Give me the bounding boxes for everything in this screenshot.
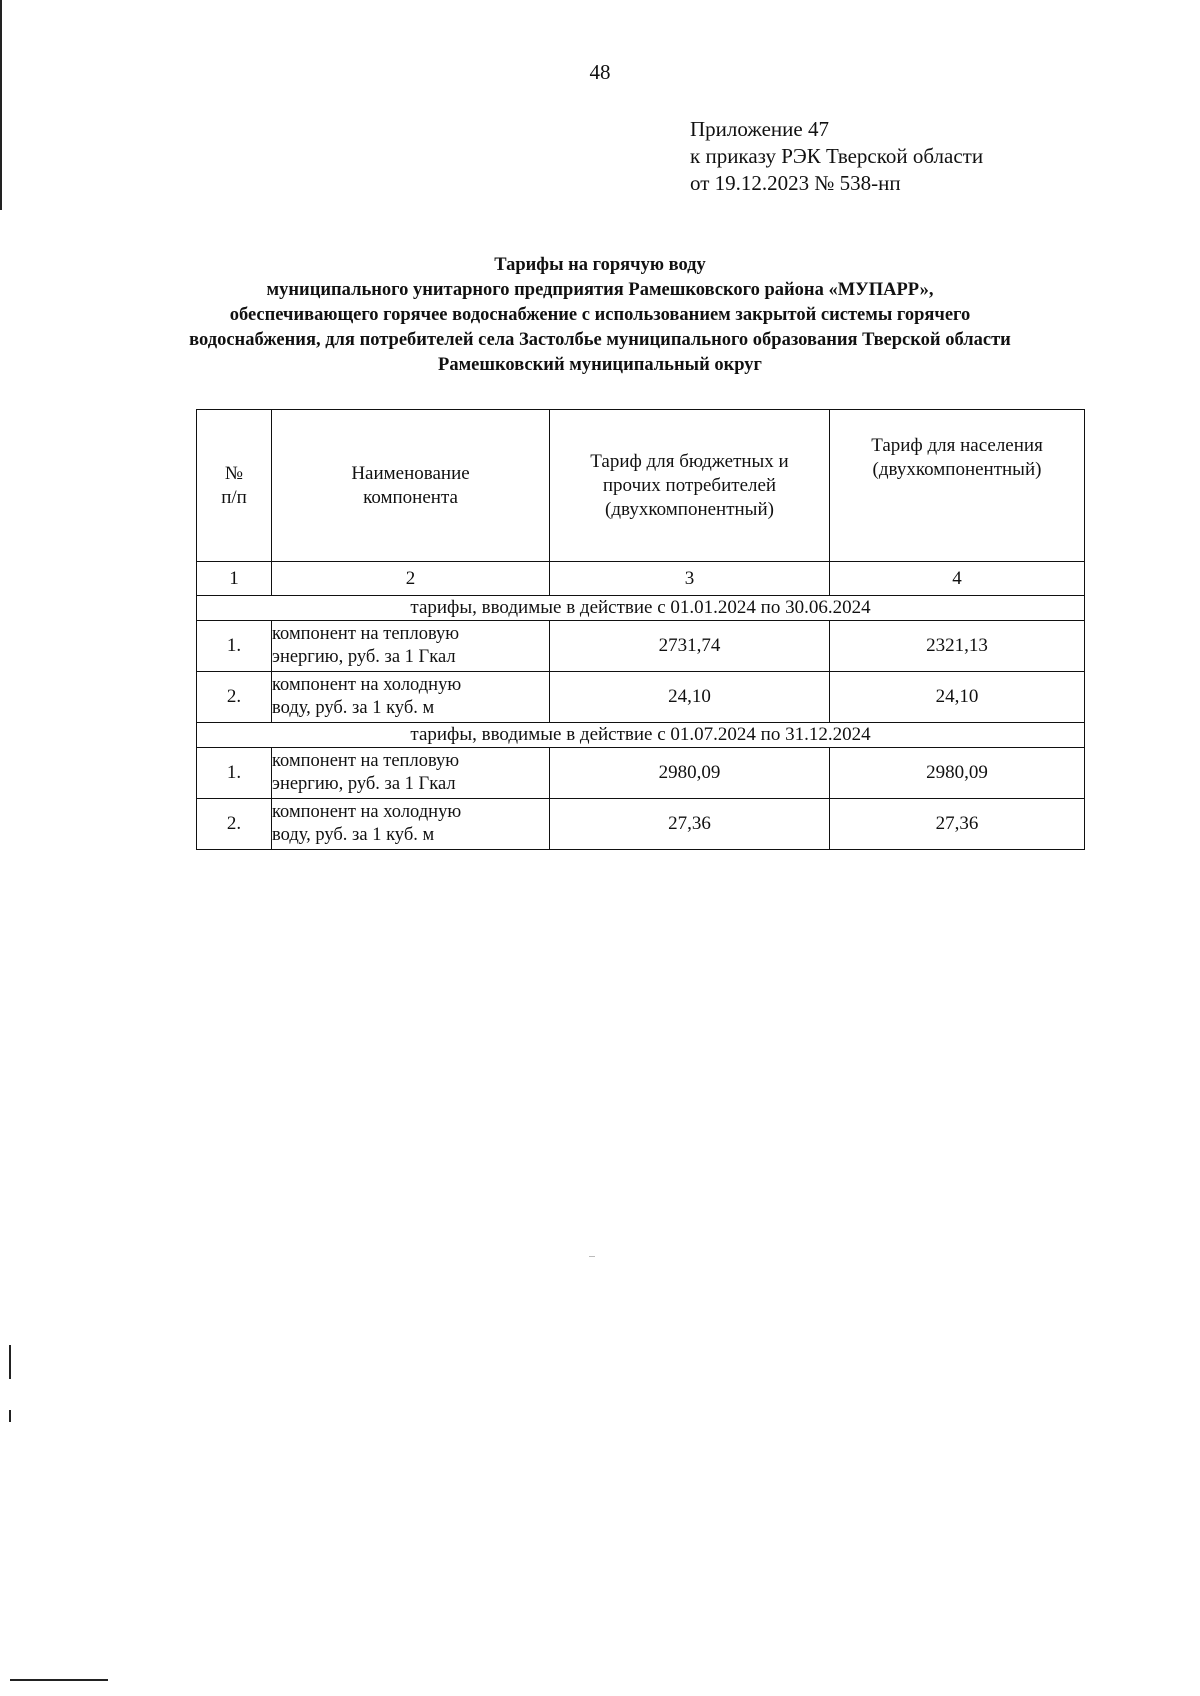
scan-speck — [589, 1256, 595, 1257]
appendix-line-3: от 19.12.2023 № 538-нп — [690, 171, 901, 195]
component-name — [272, 799, 550, 850]
tariff-table — [196, 409, 1085, 850]
header-budget-line: прочих потребителей — [602, 474, 777, 496]
column-number: 2 — [272, 562, 550, 596]
budget-tariff-value: 24,10 — [550, 672, 830, 723]
row-number: 2. — [197, 672, 272, 723]
header-name-line: компонента — [363, 486, 458, 508]
population-tariff-value: 24,10 — [830, 672, 1085, 723]
scan-edge-bottom-line — [10, 1679, 108, 1681]
period-row — [197, 596, 1085, 621]
column-number-row — [197, 562, 1085, 596]
column-number: 1 — [197, 562, 272, 596]
component-name-line: компонент на холодную — [272, 802, 462, 822]
title-line-1: Тарифы на горячую воду — [494, 255, 706, 275]
period-row — [197, 723, 1085, 748]
component-name — [272, 621, 550, 672]
table-row — [197, 799, 1085, 850]
header-num — [197, 410, 272, 562]
period-label: тарифы, вводимые в действие с 01.07.2024 по 31.12.2024 — [197, 723, 1085, 748]
header-population-tariff — [830, 410, 1085, 562]
header-population-line: Тариф для населения — [871, 435, 1043, 456]
header-budget-line: (двухкомпонентный) — [605, 498, 774, 520]
title-line-4: водоснабжения, для потребителей села Застолбье муниципального образования Тверской области — [189, 330, 1011, 350]
title-line-3: обеспечивающего горячее водоснабжение с использованием закрытой системы горячего — [229, 305, 971, 325]
component-name-line: компонент на холодную — [272, 675, 462, 695]
page-number: 48 — [589, 60, 611, 84]
component-name-line: воду, руб. за 1 куб. м — [272, 825, 435, 845]
row-number: 1. — [197, 621, 272, 672]
appendix-line-2: к приказу РЭК Тверской области — [690, 144, 984, 168]
appendix-reference — [690, 116, 983, 197]
column-number: 4 — [830, 562, 1085, 596]
header-num-line: № — [224, 462, 244, 484]
period-label: тарифы, вводимые в действие с 01.01.2024 по 30.06.2024 — [197, 596, 1085, 621]
population-tariff-value: 2980,09 — [830, 748, 1085, 799]
component-name-line: компонент на тепловую — [272, 624, 460, 644]
header-population-line: (двухкомпонентный) — [872, 459, 1042, 480]
component-name — [272, 672, 550, 723]
component-name-line: компонент на тепловую — [272, 751, 460, 771]
component-name-line: энергию, руб. за 1 Гкал — [272, 774, 456, 794]
header-budget-tariff — [550, 410, 830, 562]
component-name-line: воду, руб. за 1 куб. м — [272, 698, 435, 718]
table-row — [197, 621, 1085, 672]
scan-edge-line-top — [0, 0, 2, 210]
title-line-5: Рамешковский муниципальный округ — [438, 355, 762, 375]
scan-edge-line-low — [9, 1410, 11, 1422]
component-name-line: энергию, руб. за 1 Гкал — [272, 647, 456, 667]
header-name-line: Наименование — [351, 462, 470, 484]
header-num-line: п/п — [221, 486, 247, 508]
budget-tariff-value: 27,36 — [550, 799, 830, 850]
row-number: 2. — [197, 799, 272, 850]
table-row — [197, 748, 1085, 799]
table-row — [197, 672, 1085, 723]
row-number: 1. — [197, 748, 272, 799]
title-line-2: муниципального унитарного предприятия Рамешковского района «МУПАРР», — [266, 280, 934, 300]
header-component-name — [272, 410, 550, 562]
budget-tariff-value: 2731,74 — [550, 621, 830, 672]
population-tariff-value: 27,36 — [830, 799, 1085, 850]
scan-edge-line-mid — [9, 1345, 11, 1379]
appendix-line-1: Приложение 47 — [690, 117, 829, 141]
header-budget-line: Тариф для бюджетных и — [590, 450, 789, 472]
document-title — [130, 253, 1070, 378]
column-number: 3 — [550, 562, 830, 596]
population-tariff-value: 2321,13 — [830, 621, 1085, 672]
table-header-row — [197, 410, 1085, 562]
component-name — [272, 748, 550, 799]
budget-tariff-value: 2980,09 — [550, 748, 830, 799]
